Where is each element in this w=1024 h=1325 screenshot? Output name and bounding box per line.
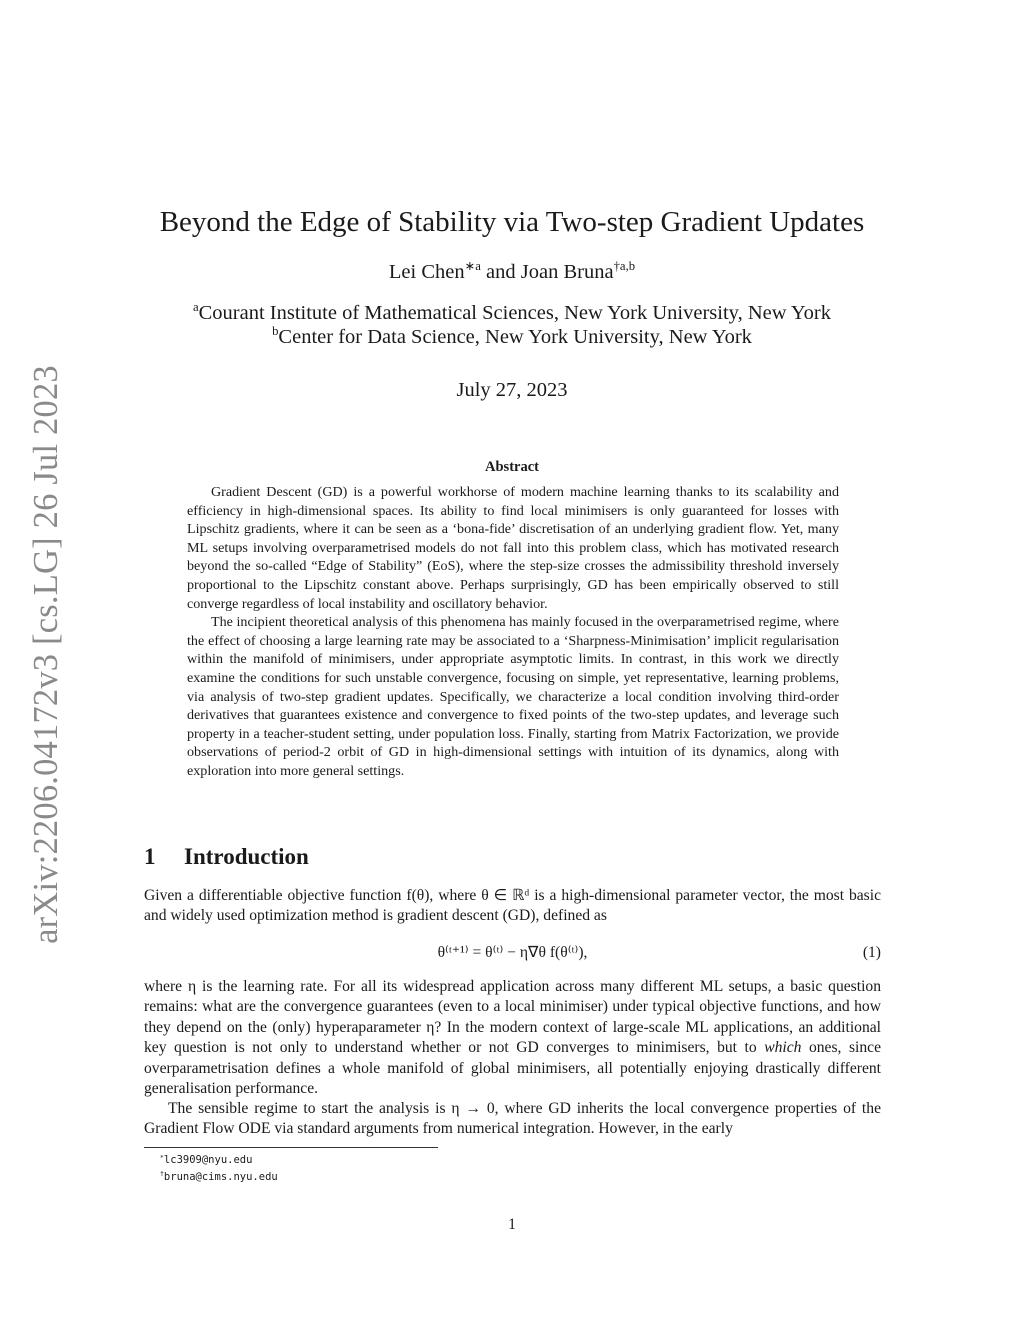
body-paragraph bbox=[144, 977, 881, 1099]
affiliation-mark: b bbox=[272, 324, 279, 339]
author-mark: †a,b bbox=[613, 259, 636, 274]
abstract-body bbox=[187, 483, 839, 781]
paragraph-text: The sensible regime to start the analysis is η → 0, where GD inherits the local convergence properties of the Gradient Flow ODE via standard arguments from numerical integration. However, in the early bbox=[144, 1100, 881, 1138]
publication-date: July 27, 2023 bbox=[456, 379, 568, 401]
section-title: Introduction bbox=[184, 844, 309, 869]
affiliation-text: Courant Institute of Mathematical Sciences, New York University, New York bbox=[198, 302, 831, 324]
section-heading bbox=[144, 842, 309, 872]
author-name: Lei Chen bbox=[388, 261, 465, 283]
equation: θ⁽ᵗ⁺¹⁾ = θ⁽ᵗ⁾ − η∇θ f(θ⁽ᵗ⁾), bbox=[437, 944, 588, 961]
footnote-rule bbox=[144, 1147, 438, 1148]
paragraph-segment: ones, since overparametrisation defines a whole manifold of global minimisers, all potentially enjoying drastically different generalisation performance. bbox=[144, 1039, 881, 1098]
footnote bbox=[160, 1152, 252, 1168]
footnote-email[interactable]: lc3909@nyu.edu bbox=[163, 1154, 253, 1166]
author-name: Joan Bruna bbox=[520, 261, 614, 283]
emphasis: which bbox=[764, 1039, 802, 1057]
abstract-paragraph: Gradient Descent (GD) is a powerful workhorse of modern machine learning thanks to its scalability and efficiency in high-dimensional spaces. Its ability to find local minimisers is only guaranteed for losses with Lipschitz gradients, where it can be seen as a ‘bona-fide’ discretisation of an underlying gradient flow. Yet, many ML setups involving overparametrised models do not fall into this problem class, which has motivated research beyond the so-called “Edge of Stability” (EoS), where the step-size crosses the admissibility threshold inversely proportional to the Lipschitz constant above. Perhaps surprisingly, GD has been empirically observed to still converge regardless of local instability and oscillatory behavior. bbox=[187, 484, 839, 612]
footnote-mark: † bbox=[160, 1169, 164, 1178]
page-number: 1 bbox=[508, 1216, 516, 1233]
paragraph-text bbox=[144, 977, 881, 1099]
section-number: 1 bbox=[144, 844, 156, 869]
abstract-paragraph: The incipient theoretical analysis of this phenomena has mainly focused in the overparametrised regime, where the effect of choosing a large learning rate may be associated to a ‘Sharpness-Minimisation’ implicit regularisation within the manifold of minimisers, under appropriate asymptotic limits. In contrast, in this work we directly examine the conditions for such unstable convergence, focusing on simple, yet representative, learning problems, via analysis of two-step gradient updates. Specifically, we characterize a local condition involving third-order derivatives that guarantees existence and convergence to fixed points of the two-step updates, and leverage such property in a teacher-student setting, under population loss. Finally, starting from Matrix Factorization, we provide observations of period-2 orbit of GD in high-dimensional settings with intuition of its dynamics, along with exploration into more general settings. bbox=[187, 614, 839, 779]
affiliation bbox=[0, 300, 1024, 326]
author-connector: and bbox=[486, 261, 516, 283]
author-mark: ∗a bbox=[464, 259, 481, 274]
affiliation bbox=[0, 324, 1024, 350]
footnote bbox=[160, 1169, 278, 1185]
paragraph-text: Given a differentiable objective function f(θ), where θ ∈ ℝᵈ is a high-dimensional parameter vector, the most basic and widely used optimization method is gradient descent (GD), defined as bbox=[144, 887, 881, 925]
affiliation-text: Center for Data Science, New York University, New York bbox=[278, 326, 752, 348]
paragraph-segment: where η is the learning rate. For all its widespread application across many different ML setups, a basic question remains: what are the convergence guarantees (even to a local minimiser) under typical objective functions, and how they depend on the (only) hyperaparameter η? In the modern context of large-scale ML applications, an additional key question is not only to understand whether or not GD converges to minimisers, but to bbox=[144, 978, 881, 1057]
body-paragraph bbox=[144, 1099, 881, 1140]
body-paragraph bbox=[144, 886, 881, 927]
author-line bbox=[0, 259, 1024, 285]
abstract-heading: Abstract bbox=[485, 459, 539, 475]
footnote-email[interactable]: bruna@cims.nyu.edu bbox=[163, 1171, 278, 1183]
arxiv-identifier: arXiv:2206.04172v3 [cs.LG] 26 Jul 2023 bbox=[26, 365, 65, 944]
equation-number: (1) bbox=[862, 944, 881, 961]
equation-block bbox=[144, 941, 881, 965]
arxiv-identifier-sidebar bbox=[26, 365, 65, 944]
affiliation-mark: a bbox=[192, 300, 199, 315]
footnote-mark: ∗ bbox=[160, 1152, 164, 1161]
paper-title: Beyond the Edge of Stability via Two-step Gradient Updates bbox=[159, 206, 865, 238]
